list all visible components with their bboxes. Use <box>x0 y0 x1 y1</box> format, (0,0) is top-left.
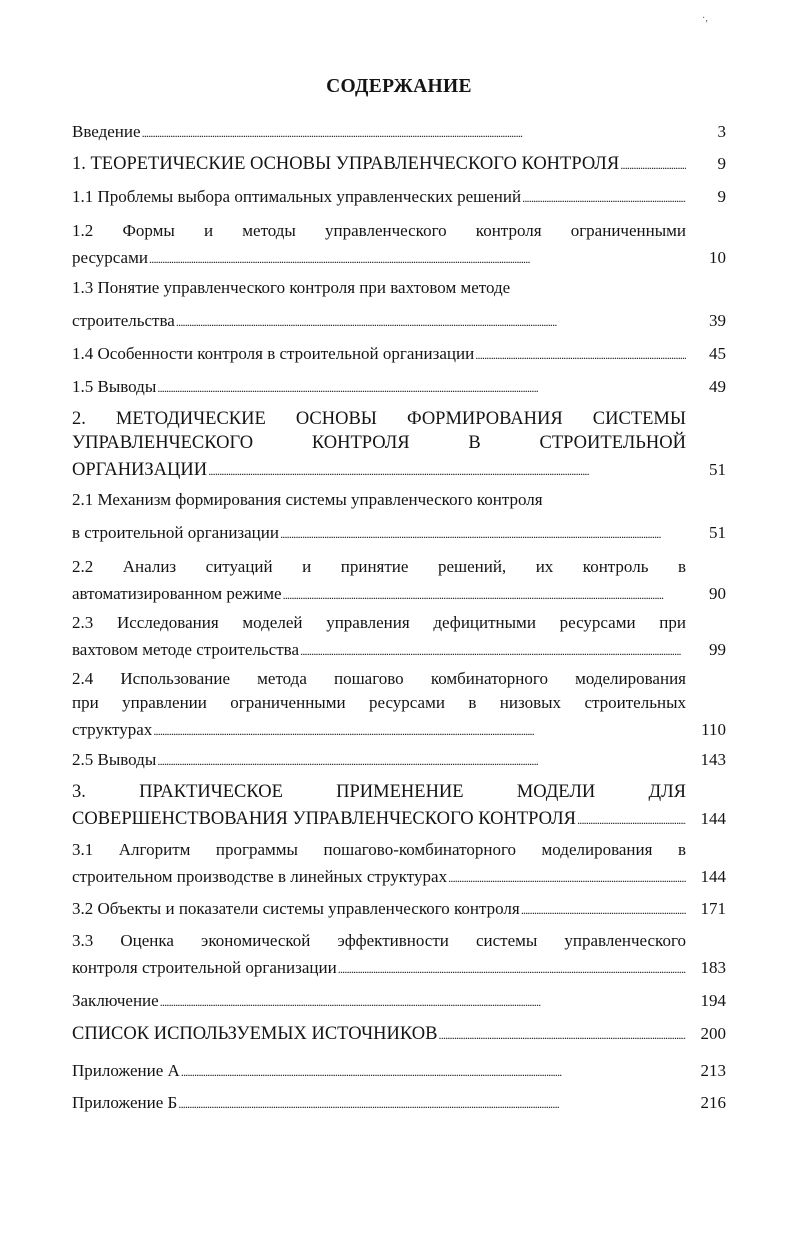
toc-entry-lead-line: 2. МЕТОДИЧЕСКИЕ ОСНОВЫ ФОРМИРОВАНИЯ СИСТЕМЫ <box>72 409 686 429</box>
toc-entry-text: вахтовом методе строительства . . . <box>72 635 686 666</box>
toc-entry-3-3 <box>72 929 726 983</box>
toc-entry-text: структурах . . . <box>72 715 686 746</box>
toc-entry-2-5 <box>72 745 726 775</box>
toc-entry-text: 1.1 Проблемы выбора оптимальных управленческих решений . . . <box>72 182 686 213</box>
toc-entry-text: 1. ТЕОРЕТИЧЕСКИЕ ОСНОВЫ УПРАВЛЕНЧЕСКОГО КОНТРОЛЯ . . . <box>72 149 686 180</box>
toc-page-number: 51 <box>709 460 726 479</box>
toc-page-number: 213 <box>700 1061 726 1080</box>
toc-entry-3-2 <box>72 894 726 924</box>
toc-page-number: 171 <box>700 899 726 918</box>
toc-page-number: 99 <box>709 640 726 659</box>
toc-entry-text: Введение . . . <box>72 117 686 148</box>
toc-page-number: 110 <box>701 720 726 739</box>
toc-page-number: 45 <box>709 344 726 363</box>
toc-entry-chapter-3 <box>72 780 726 834</box>
toc-page-number: 3 <box>717 122 726 141</box>
toc-entry-1-3-first-line <box>72 273 726 303</box>
toc-entry-lead-line: 3. ПРАКТИЧЕСКОЕ ПРИМЕНЕНИЕ МОДЕЛИ ДЛЯ <box>72 782 686 802</box>
toc-entry-3-1 <box>72 838 726 892</box>
toc-entry-lead-line: 1.2 Формы и методы управленческого контроля ограниченными <box>72 221 686 240</box>
toc-entry-chapter-1 <box>72 149 726 179</box>
toc-entry-conclusion <box>72 986 726 1016</box>
toc-entry-text: Приложение А . . . <box>72 1056 686 1087</box>
toc-entry-text: Приложение Б . . . <box>72 1088 686 1119</box>
toc-entry-1-4 <box>72 339 726 369</box>
toc-entry-references <box>72 1019 726 1049</box>
toc-page-number: 10 <box>709 248 726 267</box>
toc-entry-2-2 <box>72 555 726 609</box>
toc-entry-text: СОВЕРШЕНСТВОВАНИЯ УПРАВЛЕНЧЕСКОГО КОНТРОЛЯ . . . <box>72 804 686 835</box>
toc-page-number: 143 <box>700 750 726 769</box>
toc-page-number: 194 <box>700 991 726 1010</box>
toc-entry-chapter-2 <box>72 407 726 485</box>
toc-page-number: 51 <box>709 523 726 542</box>
toc-entry-text: автоматизированном режиме . . . <box>72 579 686 610</box>
toc-page-number: 183 <box>700 958 726 977</box>
toc-page-number: 90 <box>709 584 726 603</box>
toc-page-number: 216 <box>700 1093 726 1112</box>
toc-entry-lead-line: 3.1 Алгоритм программы пошагово-комбинаторного моделирования в <box>72 840 686 859</box>
toc-entry-1-3 <box>72 306 726 336</box>
toc-entry-lead-line: УПРАВЛЕНЧЕСКОГО КОНТРОЛЯ В СТРОИТЕЛЬНОЙ <box>72 433 686 453</box>
toc-entry-text: контроля строительной организации . . . <box>72 953 686 984</box>
toc-page-number: 49 <box>709 377 726 396</box>
toc-entry-text: 1.4 Особенности контроля в строительной организации . . . <box>72 339 686 370</box>
toc-entry-2-1-first-line <box>72 485 726 515</box>
toc-entry-1-5 <box>72 372 726 402</box>
toc-entry-text: 1.3 Понятие управленческого контроля при вахтовом методе <box>72 278 511 297</box>
scan-speck: ·, <box>702 13 708 24</box>
toc-entry-lead-line: 2.4 Использование метода пошагово комбинаторного моделирования <box>72 669 686 688</box>
toc-entry-text: Заключение . . . <box>72 986 686 1017</box>
toc-entry-lead-line: при управлении ограниченными ресурсами в низовых строительных <box>72 693 686 712</box>
toc-entry-lead-line: 3.3 Оценка экономической эффективности системы управленческого <box>72 931 686 950</box>
toc-page-number: 200 <box>700 1024 726 1043</box>
toc-entry-2-3 <box>72 611 726 665</box>
toc-entry-2-4 <box>72 667 726 745</box>
toc-entry-text: 2.5 Выводы . . . <box>72 745 686 776</box>
toc-page-number: 9 <box>717 187 726 206</box>
toc-entry-2-1 <box>72 518 726 548</box>
toc-entry-lead-line: 2.2 Анализ ситуаций и принятие решений, их контроль в <box>72 557 686 576</box>
toc-entry-intro <box>72 117 726 147</box>
toc-entry-1-2 <box>72 219 726 273</box>
toc-page-number: 144 <box>700 809 726 828</box>
toc-entry-appendix-b <box>72 1088 726 1118</box>
toc-entry-text: строительства . . . <box>72 306 686 337</box>
toc-page-number: 39 <box>709 311 726 330</box>
toc-entry-text: 1.5 Выводы . . . <box>72 372 686 403</box>
page-title: СОДЕРЖАНИЕ <box>326 76 472 97</box>
toc-entry-appendix-a <box>72 1056 726 1086</box>
toc-entry-text: ОРГАНИЗАЦИИ . . . <box>72 455 686 486</box>
toc-entry-1-1 <box>72 182 726 212</box>
toc-page-number: 9 <box>717 154 726 173</box>
toc-entry-text: строительном производстве в линейных структурах . . . <box>72 862 686 893</box>
toc-entry-lead-line: 2.3 Исследования моделей управления дефицитными ресурсами при <box>72 613 686 632</box>
toc-entry-text: 3.2 Объекты и показатели системы управленческого контроля . . . <box>72 894 686 925</box>
toc-entry-text: СПИСОК ИСПОЛЬЗУЕМЫХ ИСТОЧНИКОВ . . . <box>72 1019 686 1050</box>
toc-entry-text: 2.1 Механизм формирования системы управленческого контроля <box>72 490 543 509</box>
toc-entry-text: в строительной организации . . . <box>72 518 686 549</box>
toc-entry-text: ресурсами . . . <box>72 243 686 274</box>
toc-page-number: 144 <box>700 867 726 886</box>
